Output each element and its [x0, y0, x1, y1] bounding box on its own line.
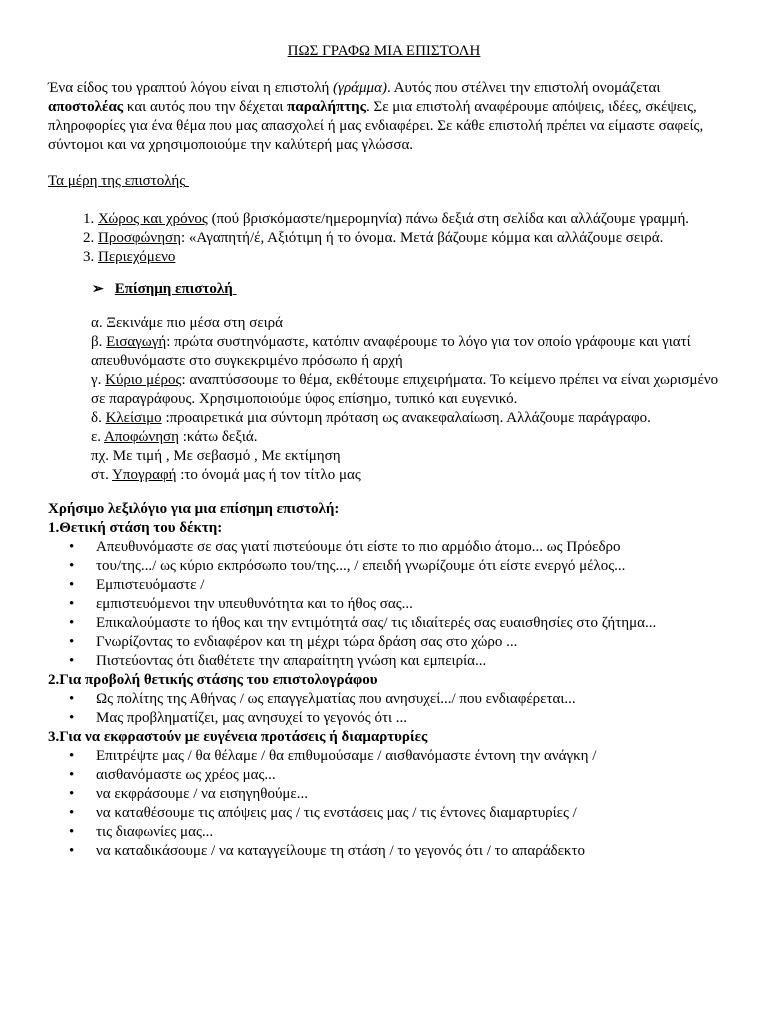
step-b — [91, 333, 720, 371]
parts-heading-text: Τα μέρη της επιστολής — [48, 173, 186, 189]
section-heading: 3.Για να εκφραστούν με ευγένεια προτάσεις ή διαμαρτυρίες — [48, 729, 428, 745]
official-steps — [91, 314, 720, 485]
list-item — [98, 248, 720, 267]
vocab-heading: Χρήσιμο λεξιλόγιο για μια επίσημη επιστολή: — [48, 501, 340, 517]
step-prefix: β. — [91, 334, 107, 350]
step-d — [91, 409, 720, 428]
arrow-bullet-icon: ➢ — [92, 282, 104, 297]
step-prefix: γ. — [91, 372, 106, 388]
list-item: • Επιτρέψτε μας / θα θέλαμε / θα επιθυμούσαμε / αισθανόμαστε έντονη την ανάγκη / — [96, 747, 720, 766]
section-heading: 1.Θετική στάση του δέκτη: — [48, 520, 223, 536]
list-item: • Επικαλούμαστε το ήθος και την εντιμότητά σας/ τις ιδιαίτερές σας ευαισθησίες στο ζήτημα... — [96, 614, 720, 633]
step-text: :προαιρετικά μια σύντομη πρόταση ως ανακεφαλαίωση. Αλλάζουμε παράγραφο. — [161, 410, 651, 426]
part-text: (πού βρισκόμαστε/ημερομηνία) πάνω δεξιά στη σελίδα και αλλάζουμε γραμμή. — [207, 211, 690, 227]
step-label: Υπογραφή — [112, 467, 177, 483]
list-item: • Γνωρίζοντας το ενδιαφέρον και τη μέχρι τώρα δράση σας στο χώρο ... — [96, 633, 720, 652]
list-item: • να καταδικάσουμε / να καταγγείλουμε τη στάση / το γεγονός ότι / το απαράδεκτο — [96, 842, 720, 861]
intro-italic: (γράμμα) — [333, 80, 387, 96]
step-text: : αναπτύσσουμε το θέμα, εκθέτουμε επιχειρήματα. Το κείμενο πρέπει να είναι χωρισμένο σε παραγράφους. Χρησιμοποιούμε ύφος επίσημο, τυπικό και ευγενικό. — [91, 372, 719, 407]
list-item: • του/της.../ ως κύριο εκπρόσωπο του/της..., / επειδή γνωρίζουμε ότι είστε ενεργό μέλος... — [96, 557, 720, 576]
intro-text-2: . Αυτός που στέλνει την επιστολή ονομάζεται — [386, 80, 661, 96]
part-label: Χώρος και χρόνος — [98, 211, 208, 227]
step-f — [91, 466, 720, 485]
parts-list — [48, 210, 720, 267]
part-label: Περιεχόμενο — [98, 249, 176, 265]
step-label: Κύριο μέρος — [105, 372, 182, 388]
list-item: • Εμπιστευόμαστε / — [96, 576, 720, 595]
intro-paragraph — [48, 79, 720, 155]
step-prefix: στ. — [91, 467, 113, 483]
list-item — [98, 210, 720, 229]
section-heading: 2.Για προβολή θετικής στάσης του επιστολογράφου — [48, 672, 378, 688]
part-text: : «Αγαπητή/έ, Αξιότιμη ή το όνομα. Μετά βάζουμε κόμμα και αλλάζουμε σειρά. — [181, 230, 664, 246]
list-item: • Πιστεύοντας ότι διαθέτετε την απαραίτητη γνώση και εμπειρία... — [96, 652, 720, 671]
step-label: Εισαγωγή — [106, 334, 167, 350]
step-text: :κάτω δεξιά. — [178, 429, 258, 445]
step-prefix: δ. — [91, 410, 106, 426]
sender-term: αποστολέας — [48, 99, 124, 115]
list-item: • Ως πολίτης της Αθήνας / ως επαγγελματίας που ανησυχεί.../ που ενδιαφέρεται... — [96, 690, 720, 709]
section-2-list — [48, 690, 720, 728]
official-letter-heading — [92, 280, 720, 299]
step-text: :το όνομά μας ή τον τίτλο μας — [176, 467, 361, 483]
list-item: • να καταθέσουμε τις απόψεις μας / τις ενστάσεις μας / τις έντονες διαμαρτυρίες / — [96, 804, 720, 823]
list-item: • αισθανόμαστε ως χρέος μας... — [96, 766, 720, 785]
list-item: • να εκφράσουμε / να εισηγηθούμε... — [96, 785, 720, 804]
step-label: Κλείσιμο — [105, 410, 162, 426]
step-e — [91, 428, 720, 447]
list-item: • εμπιστευόμενοι την υπευθυνότητα και το ήθος σας... — [96, 595, 720, 614]
intro-text-1: Ένα είδος του γραπτού λόγου είναι η επιστολή — [48, 80, 334, 96]
page-title: ΠΩΣ ΓΡΑΦΩ ΜΙΑ ΕΠΙΣΤΟΛΗ — [287, 43, 481, 59]
step-example: πχ. Με τιμή , Με σεβασμό , Με εκτίμηση — [91, 448, 341, 464]
list-item: • Απευθυνόμαστε σε σας γιατί πιστεύουμε ότι είστε το πιο αρμόδιο άτομο... ως Πρόεδρο — [96, 538, 720, 557]
step-c — [91, 371, 720, 409]
official-letter-label: Επίσημη επιστολή — [114, 281, 233, 297]
document-page — [48, 42, 720, 861]
step-text: : πρώτα συστηνόμαστε, κατόπιν αναφέρουμε το λόγο για τον οποίο γράφουμε και γιατί απευθυνόμαστε στο συγκεκριμένο πρόσωπο ή αρχή — [91, 334, 691, 369]
list-item: • τις διαφωνίες μας... — [96, 823, 720, 842]
step-prefix: ε. — [91, 429, 104, 445]
section-1-list — [48, 538, 720, 671]
receiver-term: παραλήπτης — [287, 99, 366, 115]
intro-text-3: και αυτός που την δέχεται — [123, 99, 288, 115]
parts-heading — [48, 172, 720, 191]
list-item: • Μας προβληματίζει, μας ανησυχεί το γεγονός ότι ... — [96, 709, 720, 728]
section-3-list — [48, 747, 720, 861]
list-item — [98, 229, 720, 248]
part-label: Προσφώνηση — [98, 230, 181, 246]
step-label: Αποφώνηση — [103, 429, 179, 445]
step-a: α. Ξεκινάμε πιο μέσα στη σειρά — [91, 315, 283, 331]
intro-text-4: . Σε μια επιστολή αναφέρουμε απόψεις, ιδέες, σκέψεις, πληροφορίες για ένα θέμα που μας απασχολεί ή μας ενδιαφέρει. Σε κάθε επιστολή πρέπει να είμαστε σαφείς, σύντομοι και να χρησιμοποιούμε την καλύτερή μας γλώσσα. — [48, 99, 704, 153]
